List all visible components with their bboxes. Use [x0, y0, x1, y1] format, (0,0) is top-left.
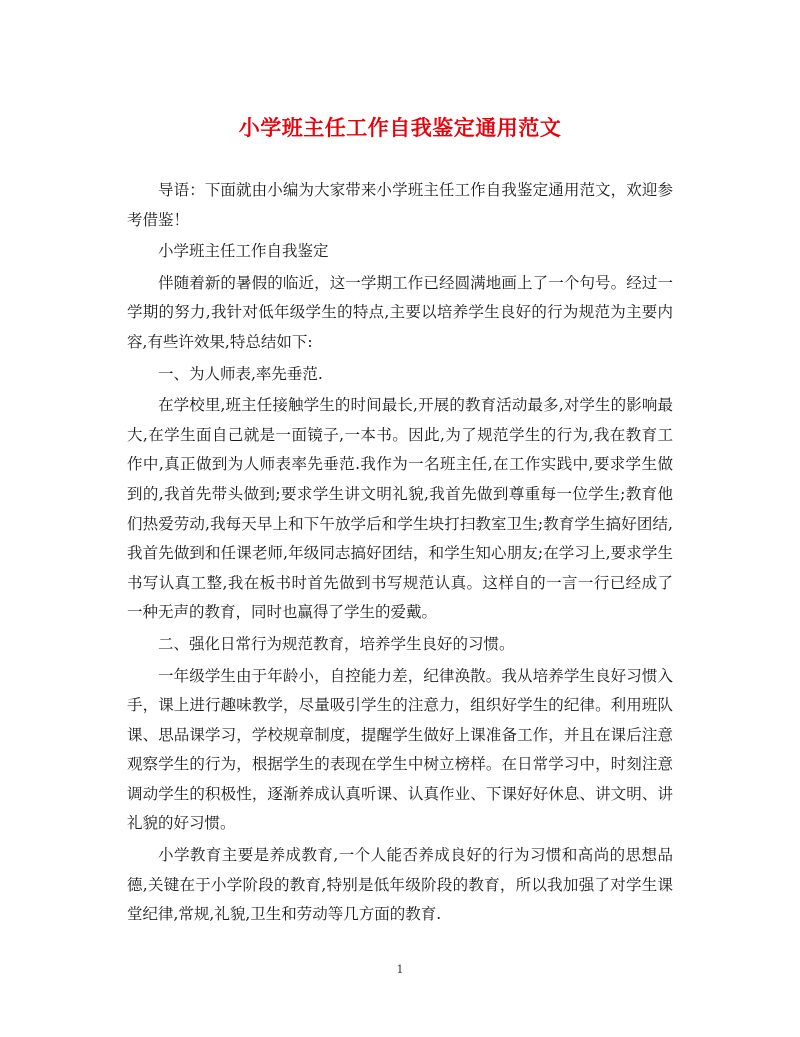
intro-paragraph: 导语：下面就由小编为大家带来小学班主任工作自我鉴定通用范文，欢迎参考借鉴！	[127, 181, 673, 229]
body-paragraph: 一年级学生由于年龄小，自控能力差，纪律涣散。我从培养学生良好习惯入手，课上进行趣味教学，尽量吸引学生的注意力，组织好学生的纪律。利用班队课、思品课学习，学校规章制度，提醒学生做好上课准备工作，并且在课后注意观察学生的行为，根据学生的表现在学生中树立榜样。在日常学习中，时刻注意调动学生的积极性，逐渐养成认真听课、认真作业、下课好好休息、讲文明、讲礼貌的好习惯。	[127, 666, 673, 833]
page-number: 1	[396, 963, 404, 976]
subtitle-paragraph: 小学班主任工作自我鉴定	[158, 242, 329, 261]
body-paragraph: 伴随着新的暑假的临近，这一学期工作已经圆满地画上了一个句号。经过一学期的努力,我针对低年级学生的特点,主要以培养学生良好的行为规范为主要内容,有些许效果,特总结如下:	[127, 273, 673, 351]
section-heading-1: 一、为人师表,率先垂范.	[158, 364, 323, 383]
document-body	[127, 176, 673, 932]
body-paragraph: 在学校里,班主任接触学生的时间最长,开展的教育活动最多,对学生的影响最大,在学生面自己就是一面镜子,一本书。因此,为了规范学生的行为,我在教育工作中,真正做到为人师表率先垂范.我作为一名班主任,在工作实践中,要求学生做到的,我首先带头做到;要求学生讲文明礼貌,我首先做到尊重每一位学生;教育他们热爱劳动,我每天早上和下午放学后和学生块打扫教室卫生;教育学生搞好团结,我首先做到和任课老师,年级同志搞好团结，和学生知心朋友;在学习上,要求学生书写认真工整,我在板书时首先做到书写规范认真。这样自的一言一行已经成了一种无声的教育，同时也赢得了学生的爱戴。	[127, 396, 673, 622]
section-heading-2: 二、强化日常行为规范教育，培养学生良好的习惯。	[158, 634, 515, 653]
document-title: 小学班主任工作自我鉴定通用范文	[238, 115, 562, 140]
body-paragraph: 小学教育主要是养成教育,一个人能否养成良好的行为习惯和高尚的思想品德,关键在于小学阶段的教育,特别是低年级阶段的教育，所以我加强了对学生课堂纪律,常规,礼貌,卫生和劳动等几方面的教育.	[127, 846, 673, 924]
